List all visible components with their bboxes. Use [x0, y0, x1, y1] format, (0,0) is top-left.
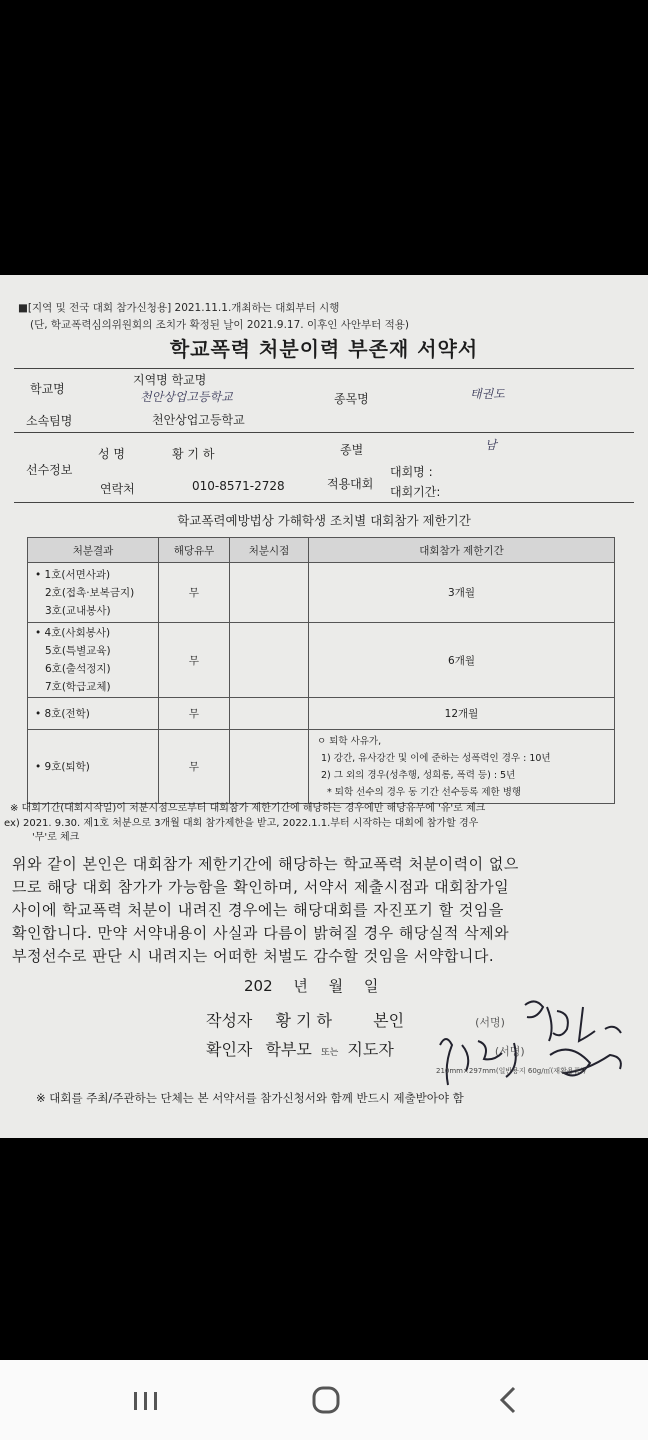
period-cell: 3개월 — [309, 563, 615, 623]
back-icon — [490, 1382, 530, 1418]
school-value: 천안상업고등학교 — [140, 390, 233, 404]
gender-value: 남 — [485, 438, 497, 452]
time-cell — [230, 730, 309, 804]
confirmer-seal: (서명) — [494, 1045, 525, 1058]
navigation-bar — [0, 1360, 648, 1440]
divider — [14, 368, 634, 369]
name-label: 성 명 — [98, 447, 125, 461]
paper-spec: 210mm×297mm(일반용지 60g/㎡(재활용품)) — [436, 1067, 586, 1075]
home-button[interactable] — [306, 1382, 346, 1418]
pledge-paragraph: 위와 같이 본인은 대회참가 제한기간에 해당하는 학교폭력 처분이력이 없으 므로 해당 대회 참가가 가능함을 확인하며, 서약서 제출시점과 대회참가일 사이에 학교폭력 처분이 내려진 경우에는 해당대회를 자진포기 할 것임을 확인합니다. 만약 서약내용이 사실과 다름이 밝혀질 경우 해당실적 삭제와 부정선수로 판단 시 내려지는 어떠한 처벌도 감수할 것임을 서약합니다. — [12, 855, 519, 965]
divider — [14, 432, 634, 433]
applicable-cell: 무 — [159, 563, 230, 623]
team-value: 천안상업고등학교 — [152, 413, 245, 427]
header-time: 처분시점 — [230, 538, 309, 563]
confirmer-role1: 학부모 — [265, 1040, 312, 1059]
bottom-note: ※ 대회를 주최/주관하는 단체는 본 서약서를 참가신청서와 함께 반드시 제출받아야 함 — [36, 1091, 464, 1105]
school-printed: 지역명 학교명 — [133, 373, 207, 387]
result-cell: • 8호(전학) — [28, 698, 159, 730]
applicable-cell: 무 — [159, 698, 230, 730]
writer-role: 본인 — [373, 1011, 405, 1030]
recent-apps-icon — [126, 1382, 166, 1418]
contact-label: 연락처 — [100, 482, 135, 496]
time-cell — [230, 698, 309, 730]
applicable-cell: 무 — [159, 730, 230, 804]
team-label: 소속팀명 — [26, 414, 73, 428]
period-cell: 12개월 — [309, 698, 615, 730]
event-label: 적용대회 — [327, 477, 374, 491]
writer-name: 황 기 하 — [275, 1011, 333, 1030]
confirmer-role2: 지도자 — [347, 1040, 394, 1059]
contact-value: 010-8571-2728 — [192, 479, 285, 493]
notice-line-1: ■[지역 및 전국 대회 참가신청용] 2021.11.1.개최하는 대회부터 시행 — [18, 302, 340, 314]
notice-line-2: (단, 학교폭력심의위원회의 조치가 확정된 날이 2021.9.17. 이후인 사안부터 적용) — [30, 319, 410, 331]
event-name-label: 대회명 : — [390, 465, 433, 479]
confirmer-or: 또는 — [320, 1048, 339, 1058]
table-row — [28, 563, 615, 623]
footnote-line-2: ex) 2021. 9.30. 제1호 처분으로 3개월 대회 참가제한을 받고, 2022.1.1.부터 시작하는 대회에 참가할 경우 — [4, 818, 479, 829]
header-result: 처분결과 — [28, 538, 159, 563]
back-button[interactable] — [490, 1382, 530, 1418]
player-info-label: 선수정보 — [26, 463, 73, 477]
document-page — [0, 275, 648, 1138]
period-cell: 6개월 — [309, 623, 615, 698]
header-applicable: 해당유무 — [159, 538, 230, 563]
period-cell: ㅇ 퇴학 사유가, 1) 강간, 유사강간 및 이에 준하는 성폭력인 경우 : 10년 2) 그 외의 경우(성추행, 성희롱, 폭력 등) : 5년 * 퇴학 선수의 경우 동 기간 선수등록 제한 병행 — [309, 730, 615, 804]
document-title: 학교폭력 처분이력 부존재 서약서 — [169, 337, 479, 361]
result-cell: • 9호(퇴학) — [28, 730, 159, 804]
result-cell: • 4호(사회봉사) 5호(특별교육) 6호(출석정지) 7호(학급교체) — [28, 623, 159, 698]
result-cell: • 1호(서면사과) 2호(접촉·보복금지) 3호(교내봉사) — [28, 563, 159, 623]
time-cell — [230, 623, 309, 698]
confirmer-label: 확인자 — [206, 1040, 253, 1059]
school-label: 학교명 — [30, 382, 65, 396]
table-title: 학교폭력예방법상 가해학생 조치별 대회참가 제한기간 — [177, 513, 471, 528]
header-period: 대회참가 제한기간 — [309, 538, 615, 563]
recent-apps-button[interactable] — [126, 1382, 166, 1418]
footnote-line-3: '무'로 체크 — [32, 832, 80, 843]
restriction-table — [27, 537, 615, 804]
date-line: 202 년 월 일 — [244, 977, 379, 995]
divider — [14, 502, 634, 503]
sport-value: 태권도 — [470, 387, 505, 401]
applicable-cell: 무 — [159, 623, 230, 698]
writer-seal: (서명) — [475, 1016, 505, 1029]
event-period-label: 대회기간: — [390, 485, 441, 499]
name-value: 황 기 하 — [172, 447, 215, 461]
signature — [420, 995, 645, 1100]
home-icon — [306, 1382, 346, 1418]
table-row — [28, 623, 615, 698]
writer-label: 작성자 — [206, 1011, 253, 1030]
footnote-line-1: ※ 대회기간(대회시작일)이 처분시점으로부터 대회참가 제한기간에 해당하는 경우에만 해당유무에 '유'로 체크 — [10, 803, 486, 814]
table-row — [28, 698, 615, 730]
gender-label: 종별 — [340, 443, 364, 457]
time-cell — [230, 563, 309, 623]
sport-label: 종목명 — [334, 392, 369, 406]
table-row — [28, 730, 615, 804]
